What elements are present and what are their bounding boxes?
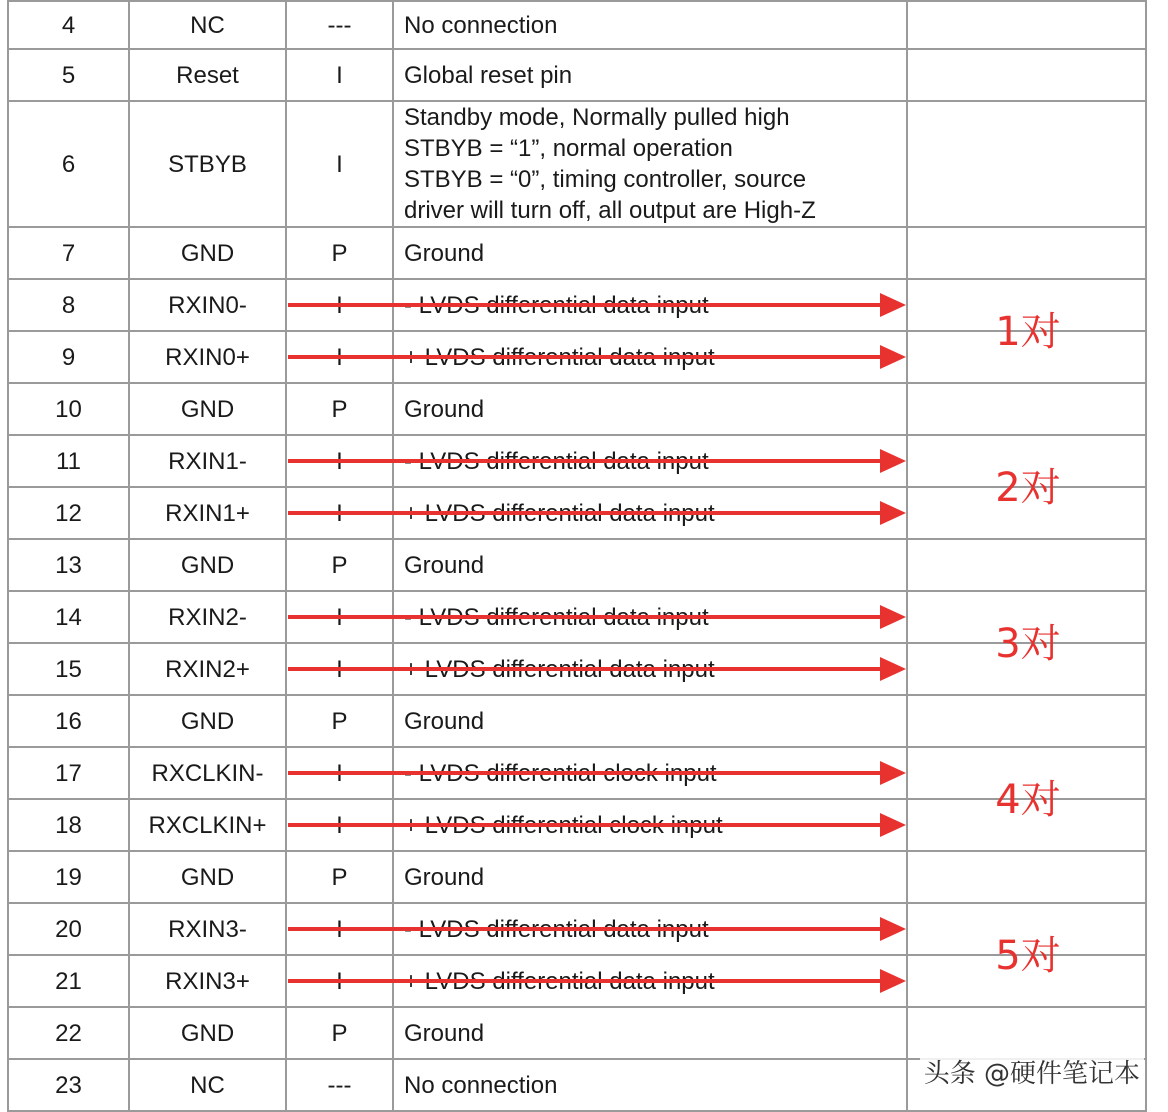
pin-name-cell: RXIN0+ (129, 331, 286, 383)
note-cell (907, 487, 1146, 539)
table-row (8, 955, 1146, 1007)
pin-name-cell: RXCLKIN- (129, 747, 286, 799)
note-cell (907, 955, 1146, 1007)
pin-name-cell: GND (129, 383, 286, 435)
pin-name-cell: RXCLKIN+ (129, 799, 286, 851)
pin-type-cell: I (286, 49, 393, 101)
pin-name-cell: RXIN2- (129, 591, 286, 643)
pin-name-cell: GND (129, 539, 286, 591)
pin-description-cell (393, 799, 907, 851)
pin-name-cell: GND (129, 227, 286, 279)
description-line: - LVDS differential clock input (404, 759, 717, 787)
note-cell (907, 331, 1146, 383)
pair-label: 5对 (995, 933, 1061, 979)
pin-description-cell (393, 1059, 907, 1111)
pin-description-cell (393, 539, 907, 591)
pin-description-cell (393, 851, 907, 903)
pin-description-cell (393, 101, 907, 227)
pin-name-cell: Reset (129, 49, 286, 101)
table-row (8, 279, 1146, 331)
note-cell (907, 383, 1146, 435)
pin-number-cell: 10 (8, 383, 129, 435)
description-line: Global reset pin (404, 61, 573, 89)
table-row (8, 101, 1146, 227)
pin-description-cell (393, 1, 907, 49)
description-line: No connection (404, 1071, 558, 1099)
pin-number-cell: 20 (8, 903, 129, 955)
pin-type-cell: I (286, 591, 393, 643)
table-row (8, 903, 1146, 955)
description-line: Ground (404, 1019, 485, 1047)
note-cell (907, 591, 1146, 643)
description-line: + LVDS differential clock input (404, 811, 723, 839)
description-line: Ground (404, 707, 485, 735)
note-cell (907, 435, 1146, 487)
pin-description-cell (393, 435, 907, 487)
pin-description-cell (393, 279, 907, 331)
description-line: STBYB = “1”, normal operation (404, 135, 733, 162)
pin-type-cell: I (286, 799, 393, 851)
pin-description-cell (393, 903, 907, 955)
description-line: + LVDS differential data input (404, 499, 715, 527)
pin-number-cell: 8 (8, 279, 129, 331)
pin-type-cell: --- (286, 1059, 393, 1111)
pin-number-cell: 12 (8, 487, 129, 539)
pin-type-cell: I (286, 101, 393, 227)
pin-name-cell: RXIN3+ (129, 955, 286, 1007)
note-cell (907, 643, 1146, 695)
pin-number-cell: 7 (8, 227, 129, 279)
pin-number-cell: 5 (8, 49, 129, 101)
pin-name-cell: RXIN1+ (129, 487, 286, 539)
watermark: 头条 @硬件笔记本 (920, 1053, 1144, 1090)
table-row (8, 49, 1146, 101)
table-row (8, 643, 1146, 695)
note-cell (907, 49, 1146, 101)
pin-number-cell: 17 (8, 747, 129, 799)
pin-number-cell: 6 (8, 101, 129, 227)
pin-description-cell (393, 1007, 907, 1059)
pin-type-cell: --- (286, 1, 393, 49)
note-cell (907, 227, 1146, 279)
pin-number-cell: 4 (8, 1, 129, 49)
description-line: No connection (404, 11, 558, 39)
table-row (8, 331, 1146, 383)
note-cell (907, 279, 1146, 331)
description-line: driver will turn off, all output are High-Z (404, 197, 816, 224)
table-row (8, 695, 1146, 747)
description-line: - LVDS differential data input (404, 291, 709, 319)
note-cell (907, 903, 1146, 955)
pin-description-cell (393, 49, 907, 101)
description-line: - LVDS differential data input (404, 447, 709, 475)
pin-number-cell: 19 (8, 851, 129, 903)
pin-description-cell (393, 747, 907, 799)
pin-number-cell: 11 (8, 435, 129, 487)
pin-number-cell: 16 (8, 695, 129, 747)
note-cell (907, 1, 1146, 49)
table-row (8, 1007, 1146, 1059)
pin-name-cell: GND (129, 695, 286, 747)
pin-type-cell: I (286, 643, 393, 695)
pin-name-cell: RXIN1- (129, 435, 286, 487)
pin-number-cell: 21 (8, 955, 129, 1007)
pair-label: 3对 (995, 621, 1061, 667)
table-row (8, 1, 1146, 49)
pin-type-cell: P (286, 539, 393, 591)
pin-type-cell: I (286, 331, 393, 383)
note-cell (907, 101, 1146, 227)
pin-description-cell (393, 591, 907, 643)
pin-number-cell: 22 (8, 1007, 129, 1059)
description-line: + LVDS differential data input (404, 967, 715, 995)
pin-number-cell: 15 (8, 643, 129, 695)
pin-name-cell: GND (129, 1007, 286, 1059)
note-cell (907, 747, 1146, 799)
pin-type-cell: P (286, 383, 393, 435)
pin-type-cell: I (286, 747, 393, 799)
pin-name-cell: RXIN0- (129, 279, 286, 331)
pin-type-cell: I (286, 435, 393, 487)
table-row (8, 383, 1146, 435)
pin-number-cell: 18 (8, 799, 129, 851)
pin-description-cell (393, 383, 907, 435)
pin-table-body (8, 1, 1146, 1111)
table-row (8, 487, 1146, 539)
description-line: Ground (404, 551, 485, 579)
pin-definition-table (7, 0, 1147, 1112)
table-row (8, 591, 1146, 643)
pin-type-cell: I (286, 487, 393, 539)
pin-name-cell: STBYB (129, 101, 286, 227)
pin-type-cell: I (286, 955, 393, 1007)
table-row (8, 227, 1146, 279)
pin-type-cell: P (286, 695, 393, 747)
table-row (8, 799, 1146, 851)
pin-type-cell: P (286, 1007, 393, 1059)
pin-type-cell: I (286, 279, 393, 331)
description-line: + LVDS differential data input (404, 343, 715, 371)
note-cell (907, 539, 1146, 591)
pair-label: 4对 (995, 777, 1061, 823)
pin-type-cell: P (286, 851, 393, 903)
pin-name-cell: RXIN3- (129, 903, 286, 955)
pin-number-cell: 14 (8, 591, 129, 643)
pin-number-cell: 23 (8, 1059, 129, 1111)
description-line: + LVDS differential data input (404, 655, 715, 683)
pin-description-cell (393, 643, 907, 695)
description-line: Ground (404, 863, 485, 891)
description-line: Ground (404, 395, 485, 423)
pin-type-cell: P (286, 227, 393, 279)
pin-name-cell: NC (129, 1059, 286, 1111)
pin-description-cell (393, 695, 907, 747)
pin-number-cell: 13 (8, 539, 129, 591)
note-cell (907, 799, 1146, 851)
table-row (8, 539, 1146, 591)
pin-name-cell: GND (129, 851, 286, 903)
pair-label: 1对 (995, 309, 1061, 355)
note-cell (907, 695, 1146, 747)
description-line: Standby mode, Normally pulled high (404, 104, 790, 131)
table-row (8, 747, 1146, 799)
table-row (8, 435, 1146, 487)
pair-label: 2对 (995, 465, 1061, 511)
pin-type-cell: I (286, 903, 393, 955)
description-line: - LVDS differential data input (404, 915, 709, 943)
table-row (8, 851, 1146, 903)
pin-description-cell (393, 487, 907, 539)
note-cell (907, 851, 1146, 903)
pin-description-cell (393, 227, 907, 279)
pin-description-cell (393, 955, 907, 1007)
pin-name-cell: NC (129, 1, 286, 49)
description-line: STBYB = “0”, timing controller, source (404, 166, 807, 193)
pin-name-cell: RXIN2+ (129, 643, 286, 695)
pin-description-cell (393, 331, 907, 383)
description-line: Ground (404, 239, 485, 267)
pin-number-cell: 9 (8, 331, 129, 383)
note-cell (907, 1007, 1146, 1059)
description-line: - LVDS differential data input (404, 603, 709, 631)
